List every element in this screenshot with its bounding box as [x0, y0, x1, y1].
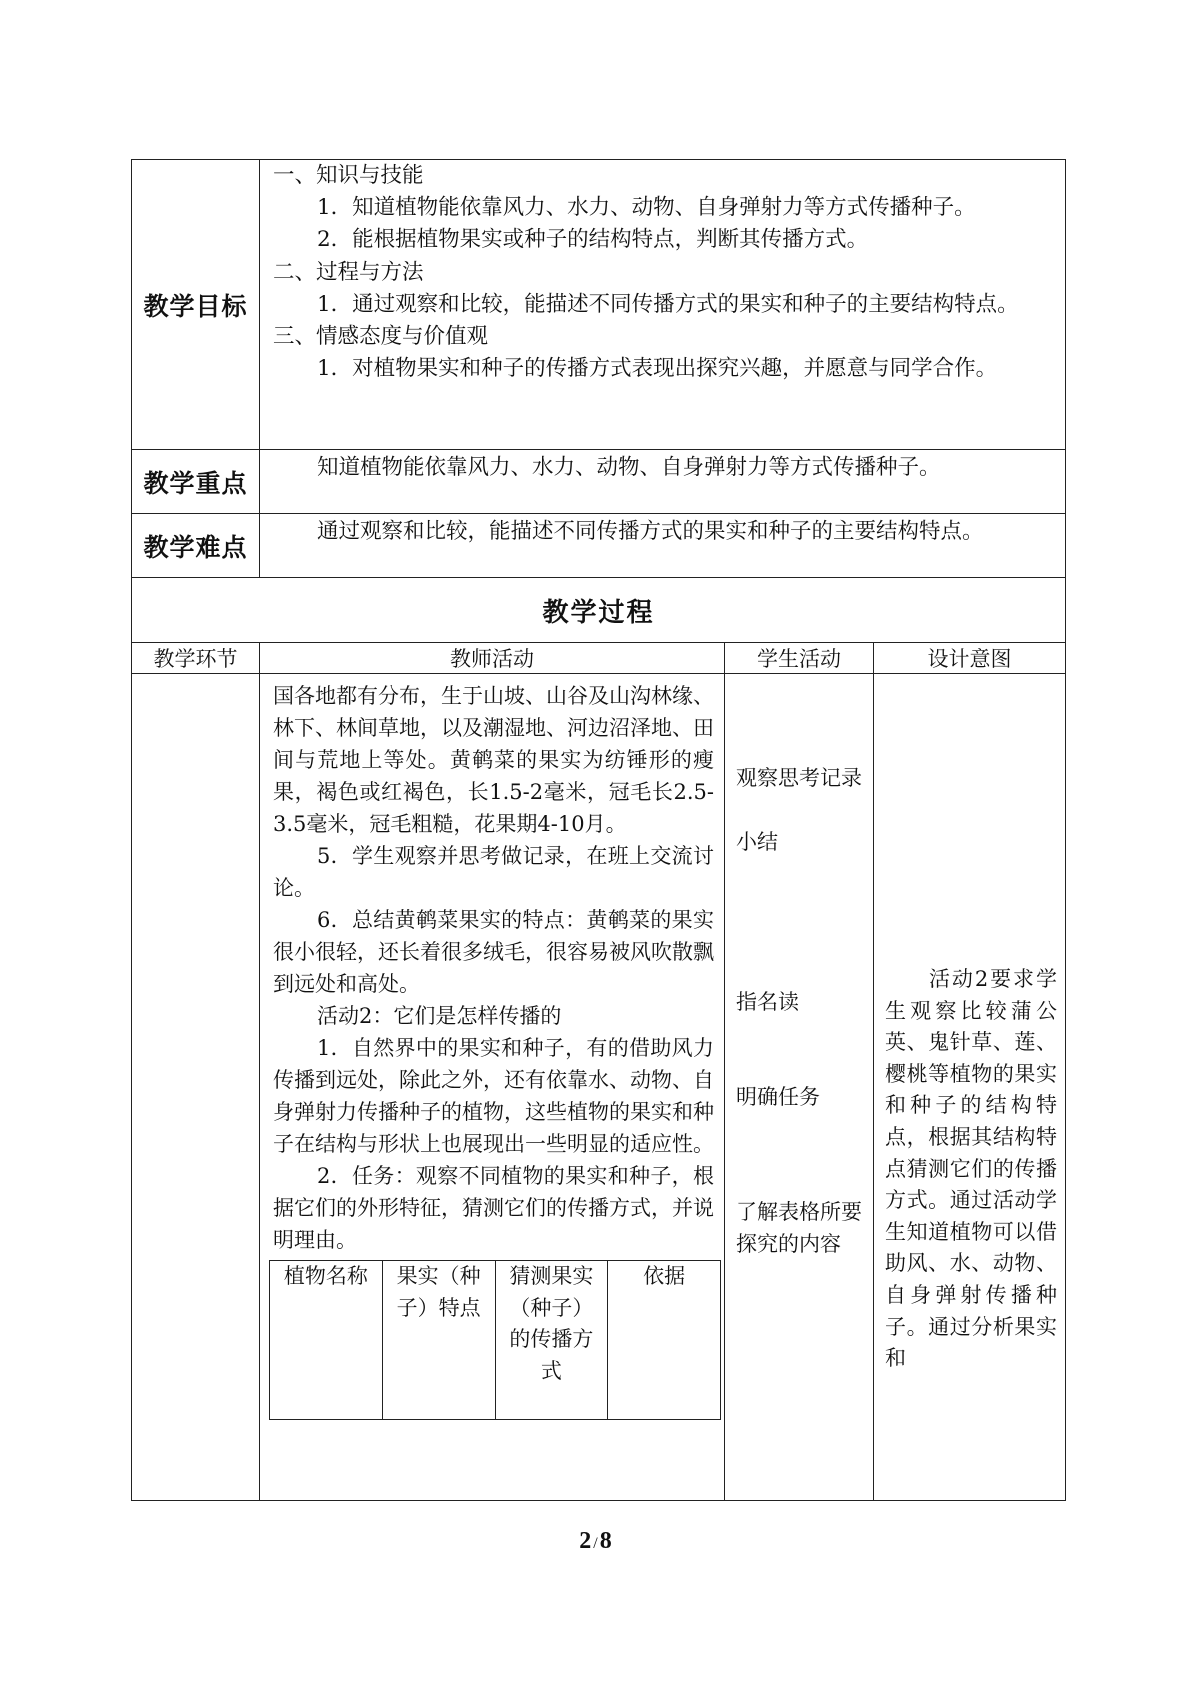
teacher-paragraph: 1．自然界中的果实和种子，有的借助风力传播到远处，除此之外，还有依靠水、动物、自身弹射力传播种子的植物，这些植物的果实和种子在结构与形状上也展现出一些明显的适应性。	[273, 1036, 714, 1156]
objectives-label: 教学目标	[132, 160, 260, 450]
objectives-line: 1．对植物果实和种子的传播方式表现出探究兴趣，并愿意与同学合作。	[317, 356, 998, 382]
objectives-row	[132, 160, 1066, 450]
student-activity-item: 观察思考记录	[736, 766, 862, 790]
page-number	[0, 1528, 1191, 1555]
student-activity-cell	[725, 674, 874, 1501]
objectives-line: 1．知道植物能依靠风力、水力、动物、自身弹射力等方式传播种子。	[317, 195, 976, 221]
key-points-content	[260, 450, 1066, 514]
objectives-line: 2．能根据植物果实或种子的结构特点，判断其传播方式。	[317, 227, 869, 253]
observation-header-features: 果实（种子）特点	[382, 1261, 495, 1420]
observation-table	[269, 1260, 721, 1420]
student-activity-item: 明确任务	[736, 1085, 820, 1109]
teacher-activity-cell	[260, 674, 725, 1501]
student-activity-item: 指名读	[736, 990, 799, 1014]
observation-header-basis: 依据	[608, 1261, 721, 1420]
total-pages: 8	[599, 1528, 612, 1554]
teacher-paragraph: 2．任务：观察不同植物的果实和种子，根据它们的外形特征，猜测它们的传播方式，并说明理由。	[273, 1164, 714, 1252]
student-activity-item: 了解表格所要探究的内容	[736, 1200, 862, 1256]
header-student-activity: 学生活动	[725, 643, 874, 674]
teacher-paragraph: 6．总结黄鹌菜果实的特点：黄鹌菜的果实很小很轻，还长着很多绒毛，很容易被风吹散飘到远处和高处。	[273, 908, 714, 996]
process-title-row	[132, 578, 1066, 643]
process-header-row	[132, 643, 1066, 674]
header-teacher-activity: 教师活动	[260, 643, 725, 674]
process-body-row	[132, 674, 1066, 1501]
difficulties-text: 通过观察和比较，能描述不同传播方式的果实和种子的主要结构特点。	[317, 519, 984, 544]
difficulties-row	[132, 514, 1066, 578]
difficulties-content	[260, 514, 1066, 578]
stage-cell	[132, 674, 260, 1501]
design-intent-text: 活动2要求学生观察比较蒲公英、鬼针草、莲、樱桃等植物的果实和种子的结构特点，根据其结构特点猜测它们的传播方式。通过活动学生知道植物可以借助风、水、动物、自身弹射传播种子。通过分析果实和	[885, 967, 1057, 1371]
teacher-paragraph: 5．学生观察并思考做记录，在班上交流讨论。	[273, 844, 714, 900]
teacher-paragraph: 国各地都有分布，生于山坡、山谷及山沟林缘、林下、林间草地，以及潮湿地、河边沼泽地、田间与荒地上等处。黄鹌菜的果实为纺锤形的瘦果，褐色或红褐色，长1.5-2毫米，冠毛长2.5-3.5毫米，冠毛粗糙，花果期4-10月。	[273, 684, 714, 836]
key-points-row	[132, 450, 1066, 514]
student-activity-item: 小结	[736, 830, 778, 854]
lesson-plan-table	[131, 159, 1066, 1501]
objectives-line: 二、过程与方法	[273, 259, 424, 285]
objectives-line: 1．通过观察和比较，能描述不同传播方式的果实和种子的主要结构特点。	[317, 291, 1019, 317]
page-separator: /	[593, 1535, 598, 1552]
key-points-label: 教学重点	[132, 450, 260, 514]
key-points-text: 知道植物能依靠风力、水力、动物、自身弹射力等方式传播种子。	[317, 455, 941, 480]
observation-header-plant: 植物名称	[270, 1261, 383, 1420]
objectives-line: 三、情感态度与价值观	[273, 324, 489, 350]
observation-table-header-row	[270, 1261, 721, 1420]
design-intent-cell	[874, 674, 1066, 1501]
teacher-paragraph: 活动2：它们是怎样传播的	[317, 1004, 562, 1028]
difficulties-label: 教学难点	[132, 514, 260, 578]
process-title: 教学过程	[132, 578, 1066, 643]
objectives-line: 一、知识与技能	[273, 163, 424, 188]
header-stage: 教学环节	[132, 643, 260, 674]
objectives-content	[260, 160, 1066, 450]
header-design-intent: 设计意图	[874, 643, 1066, 674]
observation-header-guess: 猜测果实（种子）的传播方式	[495, 1261, 608, 1420]
current-page: 2	[579, 1528, 592, 1554]
